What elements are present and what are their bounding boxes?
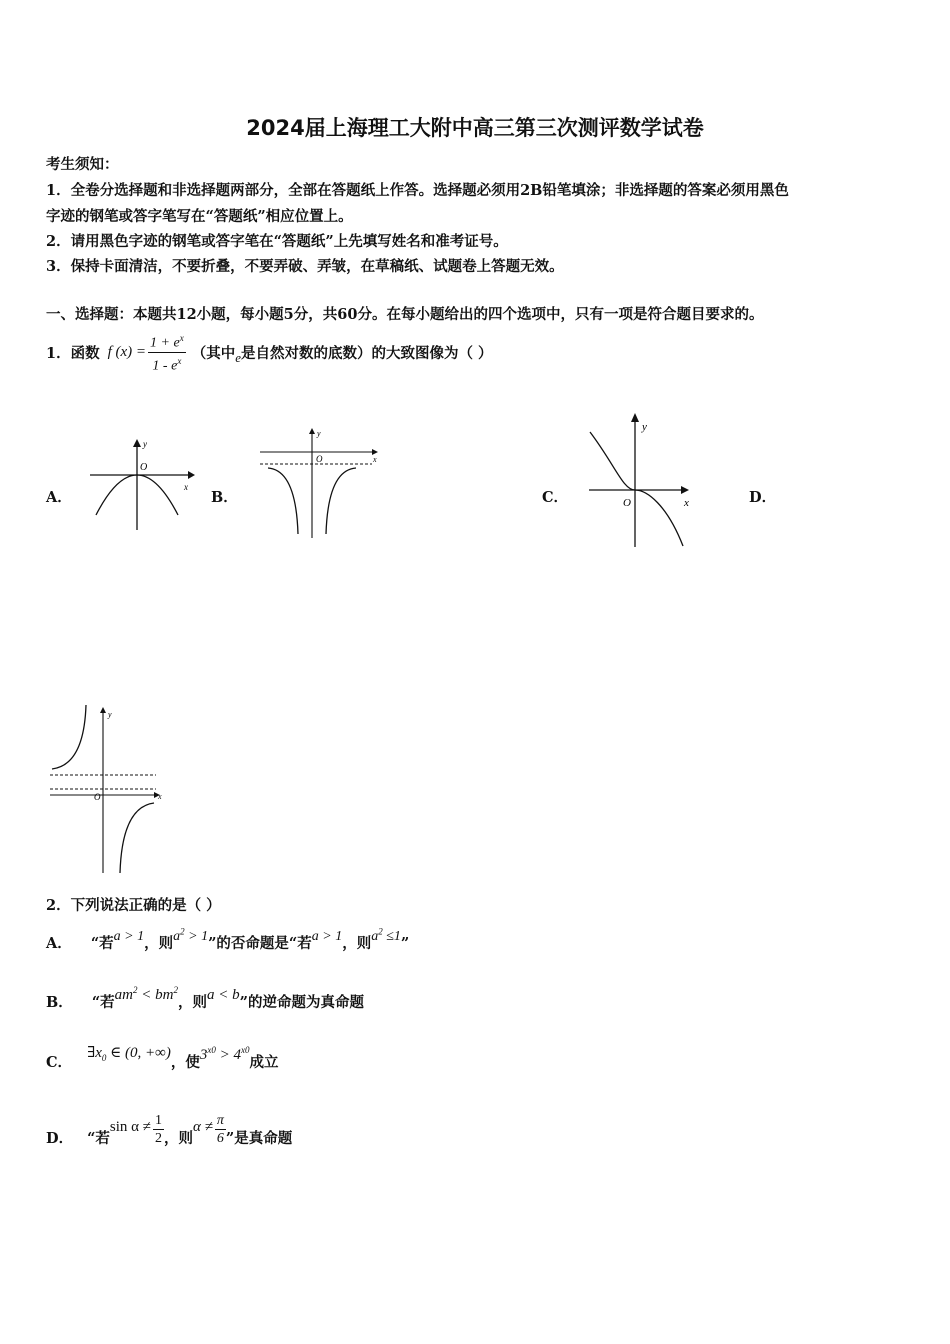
q1-graph-d xyxy=(48,703,168,875)
q2-option-b: B． “若$am^2 < bm^2$，则a < b”的逆命题为真命题 xyxy=(46,985,364,1011)
q1-graph-a xyxy=(90,435,200,535)
svg-text:x: x xyxy=(184,482,188,492)
svg-text:x: x xyxy=(684,497,689,509)
svg-text:O: O xyxy=(94,792,101,802)
notice-item-3: 3．保持卡面清洁，不要折叠，不要弄破、弄皱，在草稿纸、试题卷上答题无效。 xyxy=(46,258,564,275)
q2-option-c: C． $\exists x_0$ ∈ (0, +∞)，使$3^{x0} > 4^{x0}$成立 xyxy=(46,1045,279,1071)
question-1-stem xyxy=(46,330,493,374)
notice-item-2: 2．请用黑色字迹的钢笔或答字笔在“答题纸”上先填写姓名和准考证号。 xyxy=(46,233,508,250)
notice-heading: 考生须知： xyxy=(46,156,119,173)
page-title: 2024届上海理工大附中高三第三次测评数学试卷 xyxy=(246,116,704,140)
q1-fraction: $\frac{1 + e^x}{1 - e^x}$ xyxy=(148,330,186,374)
q1-suffix: 是自然对数的底数）的大致图像为（ ） xyxy=(240,344,493,362)
q2-option-a: A． “若a > 1，则$a^2 > 1$”的否命题是“若a > 1，则$a^2 \le 1$” xyxy=(46,926,410,952)
svg-text:x: x xyxy=(158,792,162,801)
q1-graph-c xyxy=(585,410,700,550)
question-2-stem: 2．下列说法正确的是（ ） xyxy=(46,897,221,914)
svg-text:y: y xyxy=(317,429,321,438)
q2-option-d: D． “若 sin α ≠ $\frac{1}{2}$ ，则 α ≠ $\frac{\pi}{6}$ ”是真命题 xyxy=(46,1112,293,1147)
q1-option-c-label: C． xyxy=(542,489,569,506)
svg-text:y: y xyxy=(642,421,647,433)
notice-item-1: 1．全卷分选择题和非选择题两部分，全部在答题纸上作答。选择题必须用2B铅笔填涂；非选择题的答案必须用黑色 xyxy=(46,182,789,199)
q1-func: f (x) = xyxy=(107,343,147,360)
svg-text:x: x xyxy=(373,455,377,464)
notice-item-1-cont: 字迹的钢笔或答字笔写在“答题纸”相应位置上。 xyxy=(46,208,353,225)
svg-text:O: O xyxy=(316,454,323,464)
q1-option-a-label: A． xyxy=(46,489,72,506)
svg-text:O: O xyxy=(140,462,148,473)
svg-text:y: y xyxy=(143,439,147,449)
q1-option-b-label: B． xyxy=(211,489,238,506)
q1-graph-b xyxy=(258,424,383,540)
svg-text:y: y xyxy=(108,710,112,719)
q1-prefix: 1．函数 xyxy=(46,344,100,362)
q1-option-d-label: D． xyxy=(749,489,777,506)
section-heading: 一、选择题：本题共12小题，每小题5分，共60分。在每小题给出的四个选项中，只有一项是符合题目要求的。 xyxy=(46,306,764,323)
q1-e: e xyxy=(235,350,241,366)
q1-mid: （其中 xyxy=(191,344,236,362)
svg-text:O: O xyxy=(623,497,631,509)
